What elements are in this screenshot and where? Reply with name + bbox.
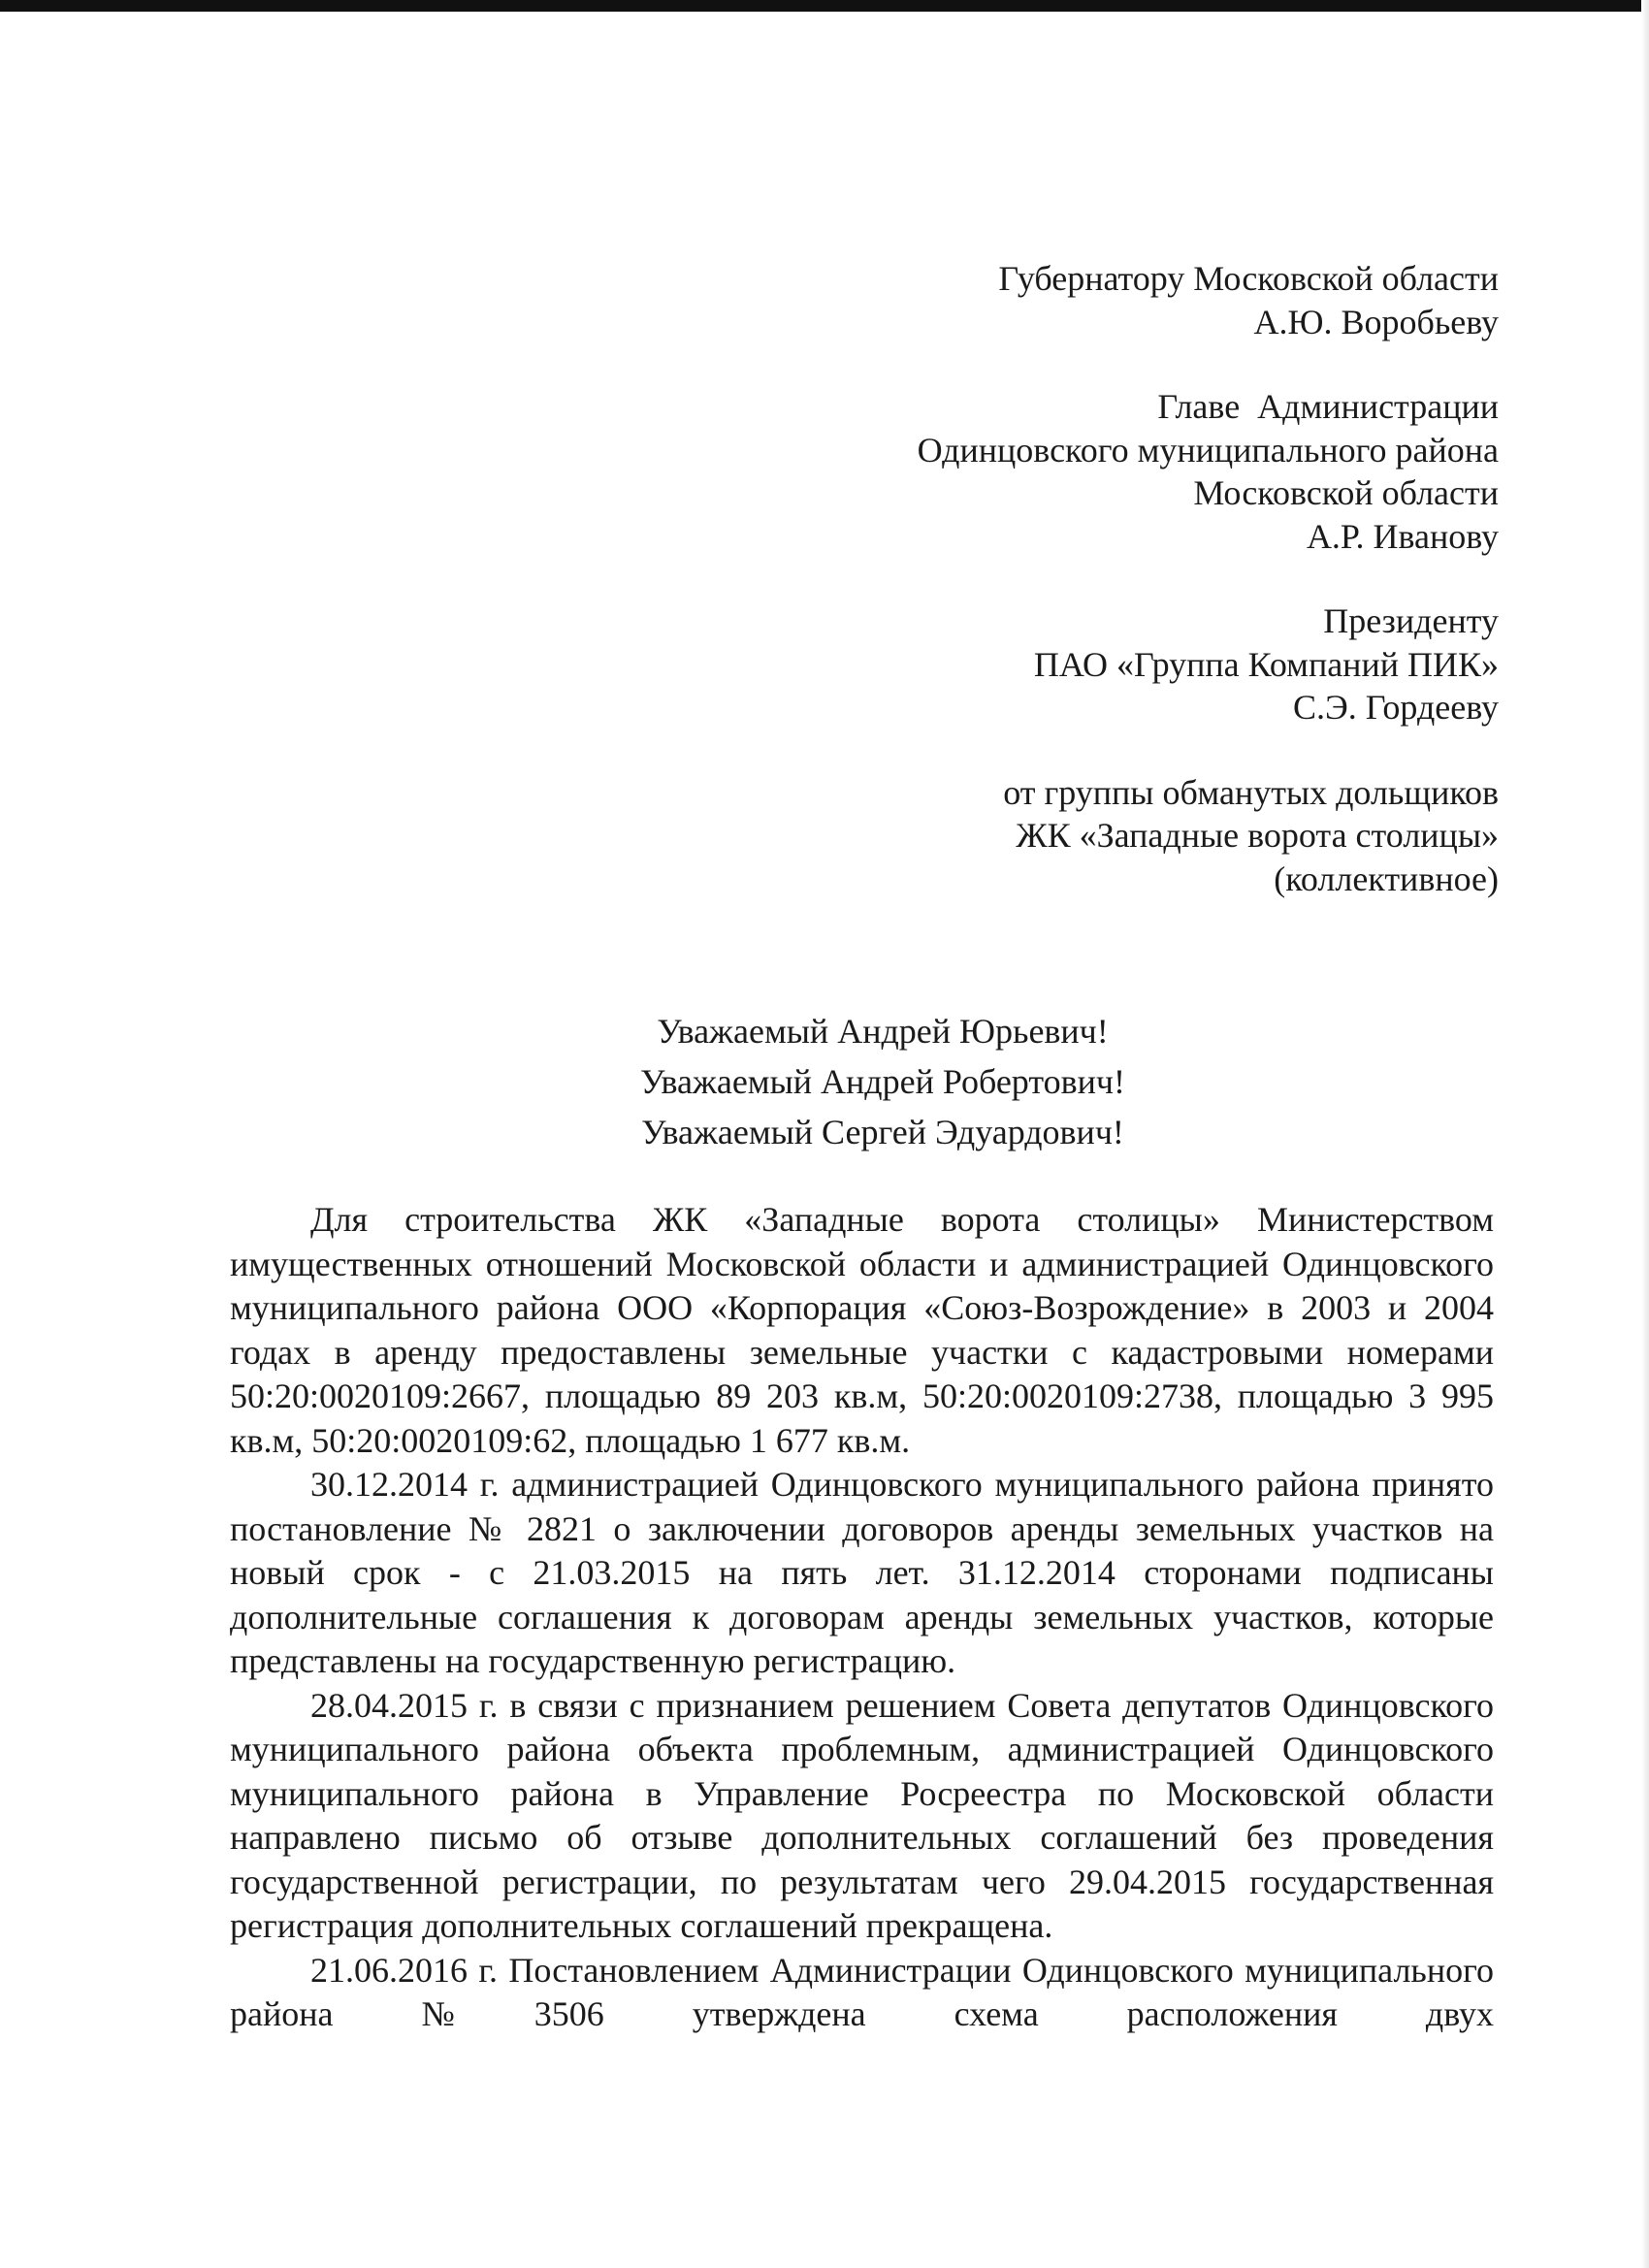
sender-line: от группы обманутых дольщиков bbox=[1003, 772, 1499, 812]
sender-line: (коллективное) bbox=[1274, 859, 1499, 898]
scan-edge-right bbox=[1641, 0, 1649, 2268]
paragraph: 28.04.2015 г. в связи с признанием решением Совета депутатов Одинцовского муниципального района объекта проблемным, администрацией Одинцовского муниципального района в Управление Росреестра по Московской области направлено письмо об отзыве дополнительных соглашений без проведения государственной регистрации, по результатам чего 29.04.2015 государственная регистрация дополнительных соглашений прекращена. bbox=[230, 1685, 1494, 1945]
paragraph: 30.12.2014 г. администрацией Одинцовского муниципального района принято постановление № 2821 о заключении договоров аренды земельных участков на новый срок - с 21.03.2015 на пять лет. 31.12.2014 сторонами подписаны дополнительные соглашения к договорам аренды земельных участков, которые представлены на государственную регистрацию. bbox=[230, 1465, 1494, 1680]
salutations bbox=[427, 1006, 1339, 1157]
addressee-block bbox=[626, 257, 1499, 942]
addressee-line: А.Р. Иванову bbox=[1306, 516, 1499, 556]
addressee-line: Главе Администрации bbox=[1157, 387, 1499, 426]
salutation: Уважаемый Андрей Робертович! bbox=[640, 1062, 1125, 1101]
addressee-line: Московской области bbox=[1193, 473, 1499, 512]
paragraph: 21.06.2016 г. Постановлением Администрации Одинцовского муниципального района №3506 утверждена схема расположения двух bbox=[230, 1950, 1494, 2033]
paragraph: Для строительства ЖК «Западные ворота столицы» Министерством имущественных отношений Московской области и администрацией Одинцовского муниципального района ООО «Корпорация «Союз-Возрождение» в 2003 и 2004 годах в аренду предоставлены земельные участки с кадастровыми номерами 50:20:0020109:2667, площадью 89 203 кв.м, 50:20:0020109:2738, площадью 3 995 кв.м, 50:20:0020109:62, площадью 1 677 кв.м. bbox=[230, 1200, 1494, 1460]
addressee-line: Президенту bbox=[1323, 601, 1499, 640]
letter-body bbox=[230, 1198, 1494, 2037]
addressee-president bbox=[626, 599, 1499, 729]
sender-block bbox=[626, 771, 1499, 901]
addressee-line: ПАО «Группа Компаний ПИК» bbox=[1033, 644, 1499, 684]
addressee-line: А.Ю. Воробьеву bbox=[1253, 302, 1499, 341]
addressee-line: Одинцовского муниципального района bbox=[917, 430, 1499, 470]
scan-edge-top bbox=[0, 0, 1649, 12]
addressee-line: С.Э. Гордееву bbox=[1293, 688, 1499, 727]
salutation: Уважаемый Сергей Эдуардович! bbox=[641, 1113, 1124, 1151]
addressee-governor bbox=[626, 257, 1499, 343]
addressee-head-of-administration bbox=[626, 385, 1499, 558]
sender-line: ЖК «Западные ворота столицы» bbox=[1016, 816, 1499, 855]
addressee-line: Губернатору Московской области bbox=[998, 259, 1499, 298]
salutation: Уважаемый Андрей Юрьевич! bbox=[657, 1012, 1109, 1051]
